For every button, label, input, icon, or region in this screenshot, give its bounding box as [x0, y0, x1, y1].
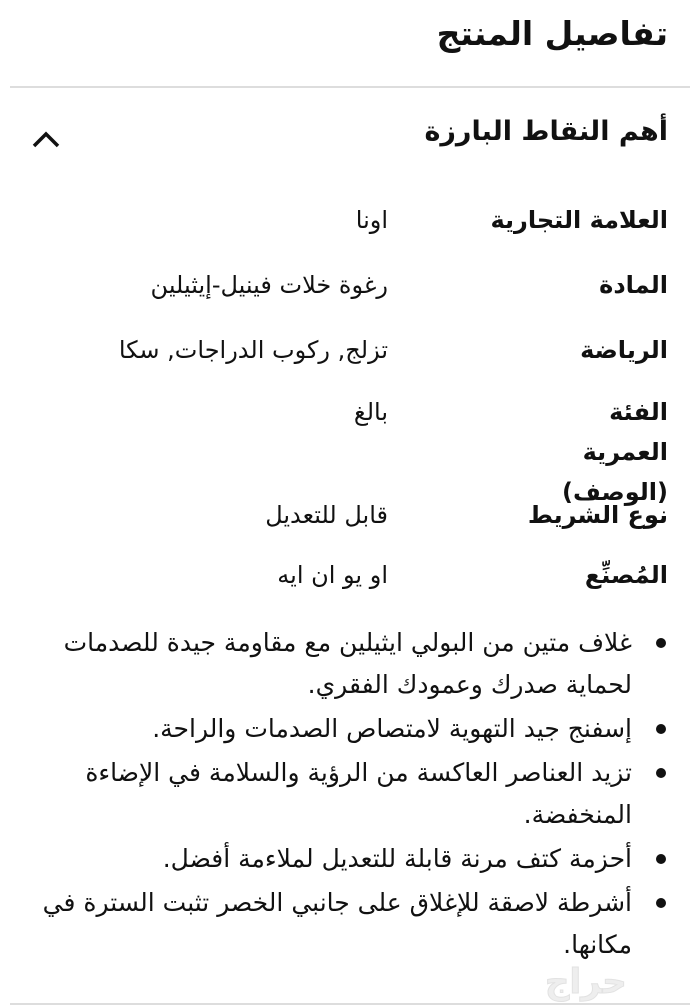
- spec-row-age: [28, 392, 668, 512]
- spec-value: اونا: [355, 206, 388, 234]
- spec-label: المادة: [599, 271, 668, 299]
- spec-label: الفئة العمرية (الوصف): [562, 398, 668, 506]
- spec-label: نوع الشريط: [527, 501, 668, 529]
- feature-list: [12, 622, 658, 968]
- section-title: أهم النقاط البارزة: [424, 116, 668, 147]
- chevron-up-icon[interactable]: [30, 125, 62, 155]
- watermark-logo: حراج: [545, 962, 627, 1002]
- spec-row-brand: [28, 200, 668, 240]
- spec-value: تزلج, ركوب الدراجات, سكا: [118, 336, 388, 364]
- page-title: تفاصيل المنتج: [436, 14, 668, 53]
- spec-label: الرياضة: [580, 336, 668, 364]
- spec-label: العلامة التجارية: [490, 206, 668, 234]
- spec-value: او يو ان ايه: [277, 561, 388, 589]
- spec-row-manufacturer: [28, 555, 668, 595]
- list-item: أشرطة لاصقة للإغلاق على جانبي الخصر تثبت السترة في مكانها.: [12, 882, 632, 966]
- list-item: إسفنج جيد التهوية لامتصاص الصدمات والراحة.: [12, 708, 632, 750]
- list-item: أحزمة كتف مرنة قابلة للتعديل لملاءمة أفضل.: [12, 838, 632, 880]
- spec-value: بالغ: [353, 398, 388, 426]
- divider: [10, 86, 690, 88]
- list-item: تزيد العناصر العاكسة من الرؤية والسلامة في الإضاءة المنخفضة.: [12, 752, 632, 836]
- spec-value: قابل للتعديل: [265, 501, 388, 529]
- spec-row-strap: [28, 495, 668, 535]
- spec-label: المُصنِّع: [584, 561, 668, 589]
- spec-row-material: [28, 265, 668, 305]
- spec-value: رغوة خلات فينيل-إيثيلين: [150, 271, 388, 299]
- list-item: غلاف متين من البولي ايثيلين مع مقاومة جيدة للصدمات لحماية صدرك وعمودك الفقري.: [12, 622, 632, 706]
- spec-row-sport: [28, 330, 668, 370]
- divider: [10, 1003, 690, 1005]
